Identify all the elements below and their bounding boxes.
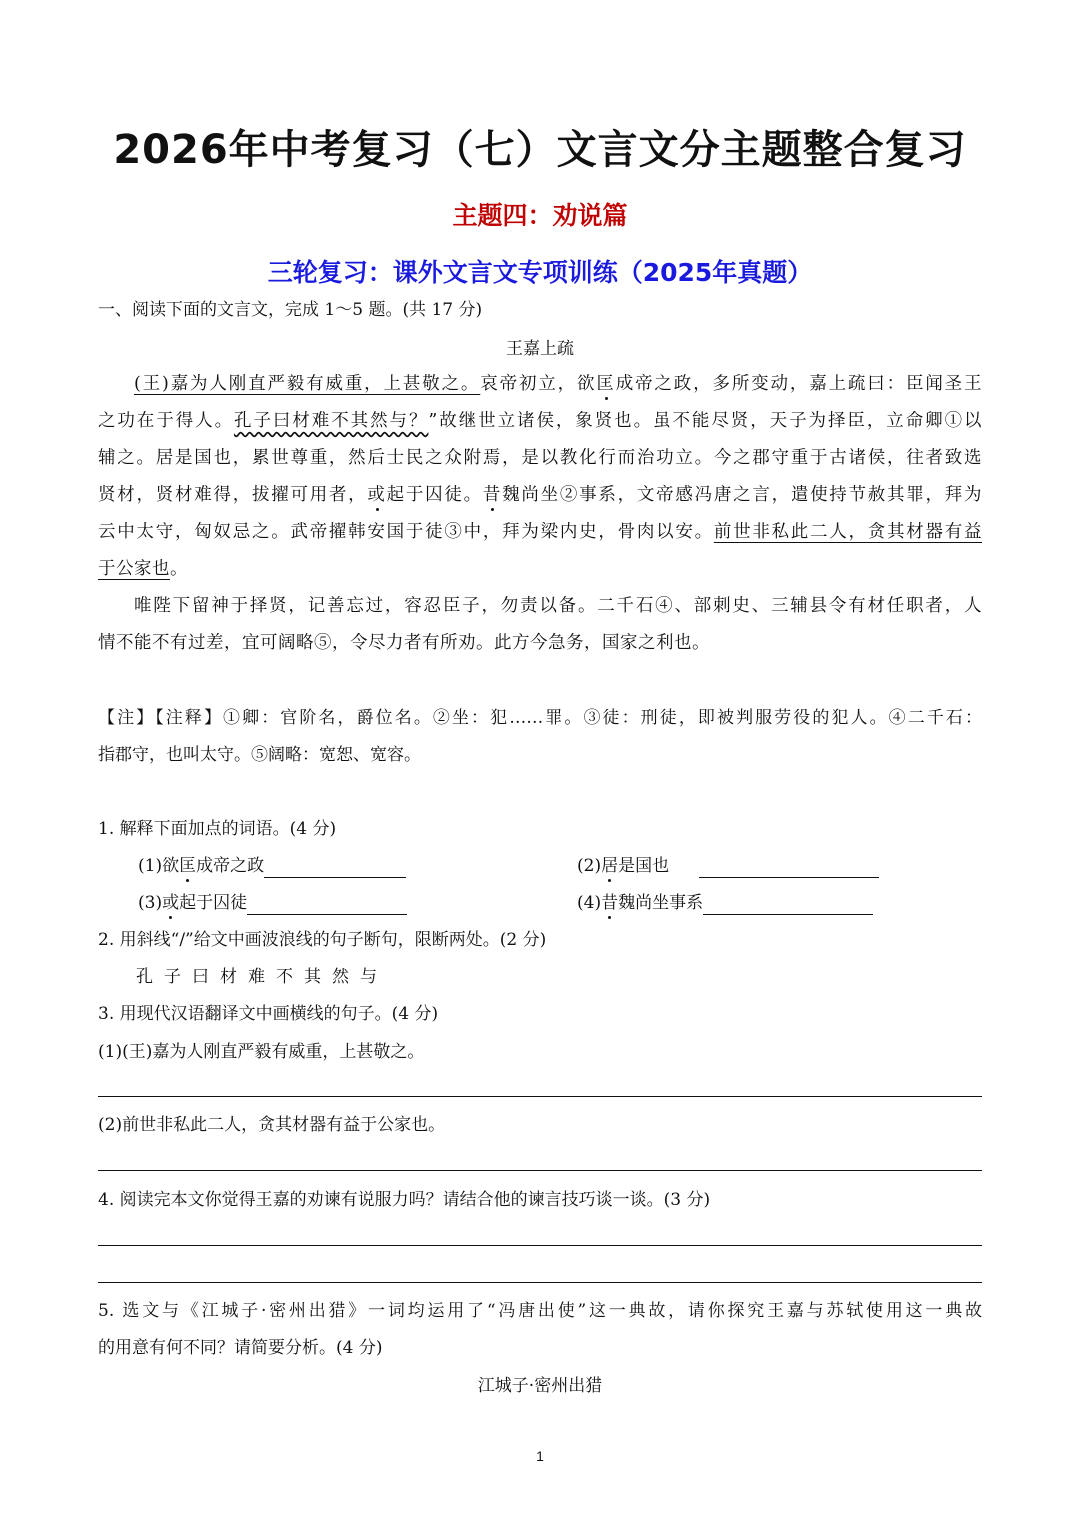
q2-char: 不 xyxy=(276,967,293,987)
dotted-word: 匡 xyxy=(179,856,197,876)
question-1: 1. 解释下面加点的词语。(4 分) xyxy=(98,819,337,839)
answer-blank[interactable] xyxy=(247,896,407,915)
wavy-sentence: 孔子曰材难不其然与？ xyxy=(234,411,429,431)
answer-blank[interactable] xyxy=(703,896,873,915)
answer-line[interactable] xyxy=(98,1170,982,1171)
underlined-sentence-2-end: 于公家也 xyxy=(98,559,170,579)
poem-title: 江城子·密州出猎 xyxy=(477,1376,603,1396)
q1-item-text: (1)欲 xyxy=(138,856,180,876)
passage-line: 唯陛下留神于择贤，记善忘过，容忍臣子，勿责以备。二千石④、部刺史、三辅县令有材任职者，人 xyxy=(134,596,982,616)
passage-text: 起于囚徒。 xyxy=(386,485,483,505)
question-4: 4. 阅读完本文你觉得王嘉的劝谏有说服力吗？请结合他的谏言技巧谈一谈。(3 分) xyxy=(98,1190,711,1210)
q2-char: 难 xyxy=(248,967,265,987)
q1-item-3 xyxy=(138,891,438,915)
q1-item-4 xyxy=(577,891,897,915)
q2-char: 然 xyxy=(332,967,349,987)
passage-text: ”故继世立诸侯，象贤也。虽不能尽贤，天子为择臣，立命卿①以 xyxy=(428,411,982,431)
q1-item-text: (2) xyxy=(577,856,602,876)
underlined-sentence-1: (王)嘉为人刚直严毅有威重，上甚敬之。 xyxy=(134,374,481,394)
section-intro: 一、阅读下面的文言文，完成 1～5 题。(共 17 分) xyxy=(98,300,483,320)
passage-line xyxy=(98,409,982,433)
theme-subtitle: 主题四：劝说篇 xyxy=(452,201,628,230)
q2-char: 材 xyxy=(220,967,237,987)
answer-blank[interactable] xyxy=(264,859,406,878)
q2-char: 与 xyxy=(360,967,377,987)
passage-text: 之功在于得人。 xyxy=(98,411,235,431)
answer-line[interactable] xyxy=(98,1096,982,1097)
q1-item-text: (4) xyxy=(577,893,602,913)
dotted-word: 昔 xyxy=(482,485,503,505)
answer-line[interactable] xyxy=(98,1245,982,1246)
page-title: 2026年中考复习（七）文言文分主题整合复习 xyxy=(113,127,967,173)
question-5-cont: 的用意有何不同？请简要分析。(4 分) xyxy=(98,1338,383,1358)
dotted-word: 昔 xyxy=(601,893,619,913)
question-3: 3. 用现代汉语翻译文中画横线的句子。(4 分) xyxy=(98,1004,439,1024)
q2-char: 其 xyxy=(304,967,321,987)
q1-item-text: 是国也 xyxy=(618,856,670,876)
q1-item-text: 魏尚坐事系 xyxy=(618,893,704,913)
passage-line xyxy=(98,557,982,581)
notes-line: 指郡守，也叫太守。⑤阔略：宽恕、宽容。 xyxy=(98,745,421,765)
page-number: 1 xyxy=(536,1448,544,1464)
q3-item-1: (1)(王)嘉为人刚直严毅有威重，上甚敬之。 xyxy=(98,1042,425,1062)
passage-text: 成帝之政，多所变动，嘉上疏曰：臣闻圣王 xyxy=(615,374,983,394)
passage-text: 云中太守，匈奴忌之。武帝擢韩安国于徒③中，拜为梁内史，骨肉以安。 xyxy=(98,522,714,542)
passage-text: 贤材，贤材难得，拔擢可用者， xyxy=(98,485,368,505)
q2-sentence-chars xyxy=(136,965,1020,989)
q3-item-2: (2)前世非私此二人，贪其材器有益于公家也。 xyxy=(98,1115,446,1135)
passage-text: 。 xyxy=(170,559,188,579)
q1-item-2 xyxy=(577,854,897,878)
q1-item-1 xyxy=(138,854,438,878)
dotted-word: 居 xyxy=(601,856,619,876)
q2-char: 曰 xyxy=(192,967,209,987)
answer-blank[interactable] xyxy=(699,859,879,878)
q2-char: 子 xyxy=(164,967,181,987)
passage-line: 情不能不有过差，宜可阔略⑤，令尽力者有所劝。此方今急务，国家之利也。 xyxy=(98,633,710,653)
q1-item-text: (3) xyxy=(138,893,163,913)
underlined-sentence-2: 前世非私此二人，贪其材器有益 xyxy=(713,522,983,542)
passage-line xyxy=(98,483,982,507)
passage-text: 魏尚坐②事系，文帝感冯唐之言，遣使持节赦其罪，拜为 xyxy=(502,485,983,505)
q1-item-text: 起于囚徒 xyxy=(179,893,248,913)
dotted-word: 或 xyxy=(367,485,387,505)
question-5: 5. 选文与《江城子·密州出猎》一词均运用了“冯唐出使”这一典故，请你探究王嘉与苏轼使用这一典故 xyxy=(98,1301,982,1321)
question-2: 2. 用斜线“/”给文中画波浪线的句子断句，限断两处。(2 分) xyxy=(98,930,547,950)
answer-line[interactable] xyxy=(98,1282,982,1283)
passage-line: 辅之。居是国也，累世尊重，然后士民之众附焉，是以教化行而治功立。今之郡守重于古诸侯，往者致选 xyxy=(98,448,982,468)
passage-title: 王嘉上疏 xyxy=(506,339,574,359)
round-subtitle: 三轮复习：课外文言文专项训练（2025年真题） xyxy=(267,258,813,287)
passage-text: 哀帝初立，欲 xyxy=(480,374,597,394)
dotted-word: 匡 xyxy=(596,374,616,394)
passage-line xyxy=(98,372,982,396)
passage-line xyxy=(98,520,982,544)
q2-char: 孔 xyxy=(136,967,153,987)
dotted-word: 或 xyxy=(162,893,180,913)
notes-line: 【注】【注释】①卿：官阶名，爵位名。②坐：犯……罪。③徒：刑徒，即被判服劳役的犯人。④二千石： xyxy=(98,708,982,728)
q1-item-text: 成帝之政 xyxy=(196,856,265,876)
